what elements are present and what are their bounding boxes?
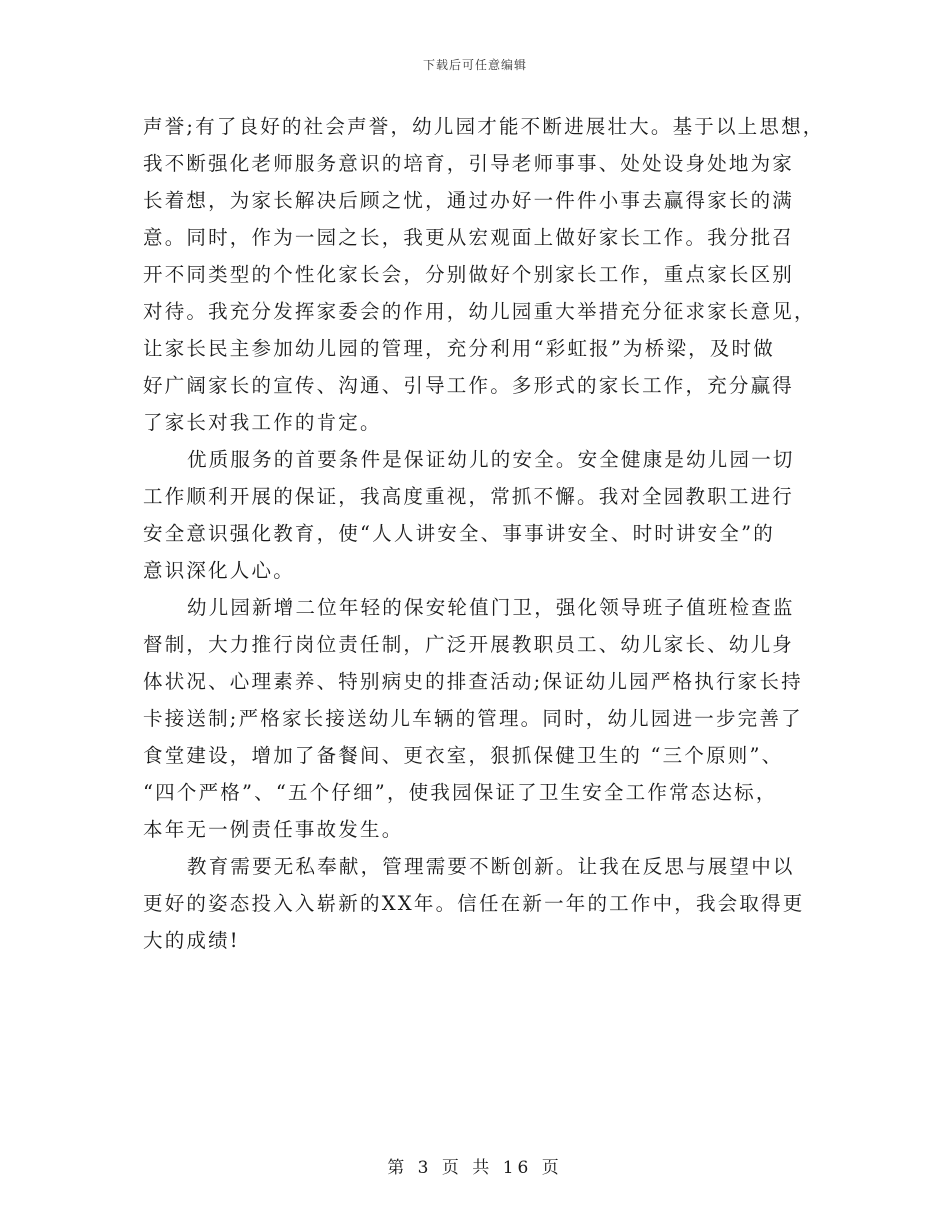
page-header: [0, 56, 950, 73]
text-line: 开不同类型的个性化家长会，分别做好个别家长工作，重点家长区别: [143, 263, 795, 286]
page-number: 第 3 页 共 16 页: [387, 1158, 563, 1178]
text-line: 督制，大力推行岗位责任制，广泛开展教职员工、幼儿家长、幼儿身: [143, 633, 795, 656]
text-line: 让家长民主参加幼儿园的管理，充分利用“彩虹报”为桥梁，及时做: [143, 337, 775, 360]
text-line: 更好的姿态投入入崭新的XX年。信任在新一年的工作中，我会取得更: [143, 892, 805, 915]
text-line: 幼儿园新增二位年轻的保安轮值门卫，强化领导班子值班检查监: [187, 596, 795, 619]
page-footer: [0, 1153, 950, 1178]
text-line: 卡接送制;严格家长接送幼儿车辆的管理。同时，幼儿园进一步完善了: [143, 707, 803, 730]
text-line: 意识深化人心。: [143, 559, 295, 582]
text-line: 声誉;有了良好的社会声誉，幼儿园才能不断进展壮大。基于以上思想，: [143, 115, 825, 138]
header-text: 下载后可任意编辑: [422, 58, 527, 72]
text-line: 对待。我充分发挥家委会的作用，幼儿园重大举措充分征求家长意见，: [143, 300, 816, 323]
text-line: “四个严格”、“五个仔细”，使我园保证了卫生安全工作常态达标，: [143, 781, 778, 804]
text-line: 食堂建设，增加了备餐间、更衣室，狠抓保健卫生的 “三个原则”、: [143, 744, 784, 767]
paragraph: [143, 848, 823, 959]
text-line: 优质服务的首要条件是保证幼儿的安全。安全健康是幼儿园一切: [187, 448, 795, 471]
text-line: 本年无一例责任事故发生。: [143, 818, 404, 841]
text-line: 我不断强化老师服务意识的培育，引导老师事事、处处设身处地为家: [143, 152, 795, 175]
text-line: 好广阔家长的宣传、沟通、引导工作。多形式的家长工作，充分赢得: [143, 374, 795, 397]
text-line: 安全意识强化教育，使“人人讲安全、事事讲安全、时时讲安全”的: [143, 522, 775, 545]
text-line: 工作顺利开展的保证，我高度重视，常抓不懈。我对全园教职工进行: [143, 485, 795, 508]
text-line: 大的成绩!: [143, 929, 240, 952]
paragraph: [143, 589, 823, 848]
text-line: 了家长对我工作的肯定。: [143, 411, 382, 434]
text-line: 长着想，为家长解决后顾之忧，通过办好一件件小事去赢得家长的满: [143, 189, 795, 212]
text-line: 体状况、心理素养、特别病史的排查活动;保证幼儿园严格执行家长持: [143, 670, 803, 693]
document-body: [143, 108, 823, 959]
paragraph: [143, 441, 823, 589]
paragraph: [143, 108, 823, 441]
text-line: 意。同时，作为一园之长，我更从宏观面上做好家长工作。我分批召: [143, 226, 795, 249]
text-line: 教育需要无私奉献，管理需要不断创新。让我在反思与展望中以: [187, 855, 795, 878]
